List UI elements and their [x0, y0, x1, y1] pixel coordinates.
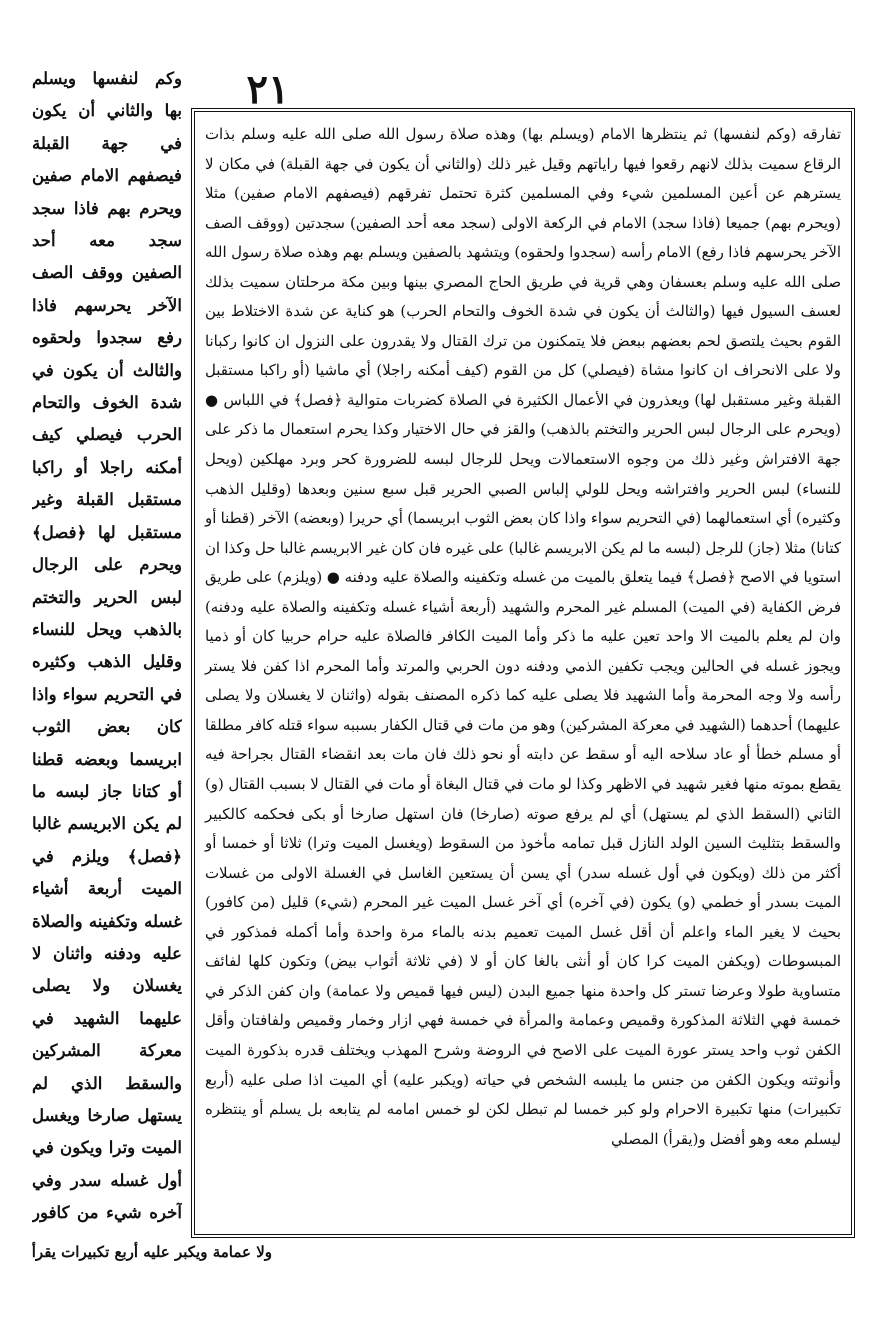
margin-matn-text: وكم لنفسها ويسلم بها والثاني أن يكون في جهة القبلة فيصفهم الامام صفين ويحرم بهم فاذا سجد سجد معه أحد الصفين ووقف الصف الآخر يحرسهم فاذا رفع سجدوا ولحقوه والثالث أن يكون في شدة الخوف والتحام الحرب فيصلي كيف أمكنه راجلا أو راكبا مستقبل القبلة وغير مستقبل لها ﴿فصل﴾ ويحرم على الرجال لبس الحرير والتختم بالذهب ويحل للنساء وقليل الذهب وكثيره في التحريم سواء واذا كان بعض الثوب ابريسما وبعضه قطنا أو كتانا جاز لبسه ما لم يكن الابريسم غالبا ﴿فصل﴾ ويلزم في الميت أربعة أشياء غسله وتكفينه والصلاة عليه ودفنه واثنان لا يغسلان ولا يصلى عليهما الشهيد في معركة المشركين والسقط الذي لم يستهل صارخا ويغسل الميت وترا ويكون في أول غسله سدر وفي آخره شيء من كافور	[32, 68, 182, 1223]
commentary-text: تفارقه (وكم لنفسها) ثم ينتظرها الامام (ويسلم بها) وهذه صلاة رسول الله صلى الله عليه وسلم بذات الرقاع سميت بذلك لانهم رقعوا فيها راياتهم وقيل غير ذلك (والثاني أن يكون في جهة القبلة) في مكان لا يسترهم عن أعين المسلمين شيء وفي المسلمين كثرة تحتمل تفرقهم (فيصفهم الامام صفين) مثلا (ويحرم بهم) جميعا (فاذا سجد) الامام في الركعة الاولى (سجد معه أحد الصفين) سجدتين (ووقف الصف الآخر يحرسهم فاذا رفع) الامام رأسه (سجدوا ولحقوه) ويتشهد بالصفين ويسلم بهم وهذه صلاة رسول الله صلى الله عليه وسلم بعسفان وهي قرية في طريق الحاج المصري بينها وبين مكة مرحلتان سميت بذلك لعسف السيول فيها (والثالث أن يكون في شدة الخوف والتحام الحرب) هو كناية عن شدة الاختلاط بين القوم بحيث يلتصق لحم بعضهم ببعض فلا يتمكنون من ترك القتال ولا يقدرون على النزول ان كانوا ركبانا ولا على الانحراف ان كانوا مشاة (فيصلي) كل من القوم (كيف أمكنه راجلا) أي ماشيا (أو راكبا مستقبل القبلة وغير مستقبل لها) ويعذرون في الأعمال الكثيرة في الصلاة كضربات متوالية ﴿فصل﴾ في اللباس ● (ويحرم على الرجال لبس الحرير والتختم بالذهب) والقز في حال الاختيار وكذا يحرم استعمال ما ذكر على جهة الافتراش وغير ذلك من وجوه الاستعمالات ويحل للرجال لبسه للضرورة كحر وبرد مهلكين (ويحل للنساء) لبس الحرير وافتراشه ويحل للولي إلباس الصبي الحرير قبل سبع سنين وبعدها (وقليل الذهب وكثيره) أي استعمالهما (في التحريم سواء واذا كان بعض الثوب ابريسما) أي حريرا (وبعضه) الآخر (قطنا أو كتانا) مثلا (جاز) للرجل (لبسه ما لم يكن الابريسم غالبا) على غيره فان كان غير الابريسم غالبا حل وكذا ان استويا في الاصح ﴿فصل﴾ فيما يتعلق بالميت من غسله وتكفينه والصلاة عليه ودفنه ● (ويلزم) على طريق فرض الكفاية (في الميت) المسلم غير المحرم والشهيد (أربعة أشياء غسله وتكفينه والصلاة عليه ودفنه) وان لم يعلم بالميت الا واحد تعين عليه ما ذكر وأما الميت الكافر فالصلاة عليه حرام حربيا كان أو ذميا ويجوز غسله في الحالين ويجب تكفين الذمي ودفنه دون الحربي والمرتد وأما المحرم اذا كفن فلا يستر رأسه ولا وجه المحرمة وأما الشهيد فلا يصلى عليه كما ذكره المصنف بقوله (واثنان لا يغسلان ولا يصلى عليهما) أحدهما (الشهيد في معركة المشركين) وهو من مات في قتال الكفار بسببه سواء قتله كافر مطلقا أو مسلم خطأ أو عاد سلاحه اليه أو سقط عن دابته أو نحو ذلك فان مات بعد انقضاء القتال بجراحة فيه يقطع بموته منها فغير شهيد في الاظهر وكذا لو مات في قتال البغاة أو مات في القتال لا بسبب القتال (و) الثاني (السقط الذي لم يستهل) أي لم يرفع صوته (صارخا) فان استهل صارخا أو بكى فحكمه كالكبير والسقط بتثليث السين الولد النازل قبل تمامه مأخوذ من السقوط (ويغسل الميت وترا) ثلاثا أو خمسا أو أكثر من ذلك (ويكون في أول غسله سدر) أي يسن أن يستعين الغاسل في الغسلة الاولى من غسلات الميت بسدر أو خطمي (و) يكون (في آخره) أي آخر غسل الميت غير المحرم (شيء) قليل (من كافور) بحيث لا يغير الماء واعلم أن أقل غسل الميت تعميم بدنه بالماء مرة واحدة وأما أكمله فمذكور في المبسوطات (ويكفن الميت كرا كان أو أنثى بالغا كان أو لا (في ثلاثة أثواب بيض) وتكون كلها لفائف متساوية طولا وعرضا تستر كل واحدة منها جميع البدن (ليس فيها قميص ولا عمامة) وان كفن الذكر في خمسة فهي الثلاثة المذكورة وقميص وعمامة والمرأة في خمسة فهي ازار وخمار وقميص ولفافتان وأقل الكفن ثوب واحد يستر عورة الميت على الاصح في الروضة وشرح المهذب ويختلف قدره بذكورة الميت وأنوثته ويكون الكفن من جنس ما يلبسه الشخص في حياته (ويكبر عليه) أي الميت اذا صلى عليه (أربع تكبيرات) منها تكبيرة الاحرام ولو كبر خمسا لم تبطل لكن لو خمس امامه لم يتابعه بل يسلم أو ينتظره ليسلم معه وهو أفضل و(يقرأ) المصلي	[205, 125, 841, 1148]
margin-matn-column	[32, 62, 182, 1232]
page-number: ٢١	[246, 66, 290, 113]
footer-catchword: ولا عمامة ويكبر عليه أربع تكبيرات يقرأ	[32, 1243, 272, 1261]
commentary-frame	[191, 108, 855, 1238]
